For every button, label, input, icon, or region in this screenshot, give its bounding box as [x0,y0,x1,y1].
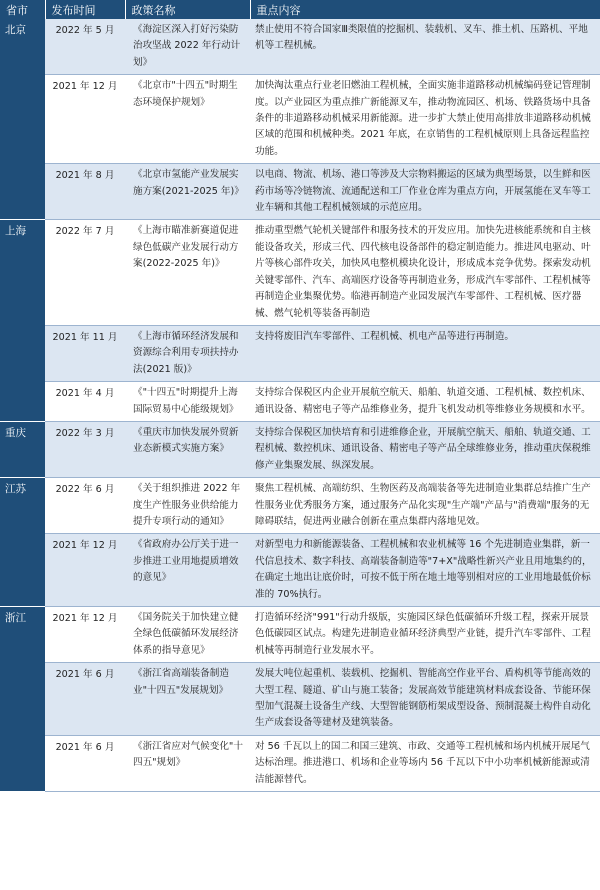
policy-name-cell: 《关于组织推进 2022 年度生产性服务业供给能力提升专项行动的通知》 [125,478,250,534]
policy-name-cell: 《省政府办公厅关于进一步推进工业用地提质增效的意见》 [125,534,250,607]
content-cell: 以电商、物流、机场、港口等涉及大宗物料搬运的区域为典型场景，以生鲜和医药市场等冷链物流、流通配送和工厂作业仓库为重点方向，开展氢能在叉车等工业车辆和其他工程机械领域的示范应用。 [250,164,600,220]
date-cell: 2021 年 4 月 [45,382,125,422]
date-cell: 2021 年 6 月 [45,663,125,736]
date-cell: 2021 年 12 月 [45,607,125,663]
policy-name-cell: 《上海市瞄准新赛道促进绿色低碳产业发展行动方案(2022-2025 年)》 [125,220,250,325]
column-header-content: 重点内容 [250,0,600,19]
content-cell: 打造循环经济"991"行动升级版，实施园区绿色低碳循环升级工程，探索开展景色低碳园区试点。构建先进制造业循环经济典型产业链，提升汽车零部件、工程机械等再制造行业发展水平。 [250,607,600,663]
content-cell: 发展大吨位起重机、装载机、挖掘机、智能高空作业平台、盾构机等节能高效的大型工程、隧道、矿山与施工装备；发展高效节能建筑材料成套设备、节能环保型加气混凝土设备生产线、大型智能钢筋桁架成型设备、预制混凝土构件自动化生产成套设备等建材及建筑装备。 [250,663,600,736]
table-row [0,478,600,534]
table-row [0,164,600,220]
date-cell: 2021 年 12 月 [45,534,125,607]
policy-name-cell: 《北京市"十四五"时期生态环境保护规划》 [125,75,250,164]
column-header-date: 发布时间 [45,0,125,19]
policy-name-cell: 《浙江省高端装备制造业"十四五"发展规划》 [125,663,250,736]
column-header-province: 省市 [0,0,45,19]
table-row [0,663,600,736]
policy-name-cell: 《重庆市加快发展外贸新业态新模式实施方案》 [125,421,250,477]
content-cell: 加快淘汰重点行业老旧燃油工程机械，全面实施非道路移动机械编码登记管理制度。以产业园区为重点推广新能源叉车，推动物流园区、机场、铁路货场中具备条件的非道路移动机械采用新能源。进一步扩大禁止使用高排放非道路移动机械区域的范围和机械种类。2021 年底，在京销售的工程机械原则上具备远程监控功能。 [250,75,600,164]
date-cell: 2022 年 5 月 [45,19,125,75]
province-cell: 北京 [0,19,45,220]
date-cell: 2021 年 6 月 [45,735,125,791]
table-row [0,534,600,607]
content-cell: 支持综合保税区内企业开展航空航天、船舶、轨道交通、工程机械、数控机床、通讯设备、精密电子等产品维修业务，提升飞机发动机等维修业务规模和水平。 [250,382,600,422]
content-cell: 对 56 千瓦以上的国二和国三建筑、市政、交通等工程机械和场内机械开展尾气达标治理。推进港口、机场和企业等场内 56 千瓦以下中小功率机械新能源或清洁能源替代。 [250,735,600,791]
table-row [0,735,600,791]
table-row [0,325,600,381]
date-cell: 2022 年 3 月 [45,421,125,477]
province-cell: 江苏 [0,478,45,607]
date-cell: 2022 年 7 月 [45,220,125,325]
table-header-row [0,0,600,19]
province-cell: 上海 [0,220,45,421]
date-cell: 2022 年 6 月 [45,478,125,534]
policy-name-cell: 《国务院关于加快建立健全绿色低碳循环发展经济体系的指导意见》 [125,607,250,663]
policy-name-cell: 《浙江省应对气候变化"十四五"规划》 [125,735,250,791]
content-cell: 推动重型燃气轮机关键部件和服务技术的开发应用。加快先进核能系统和自主核能设备攻关，形成三代、四代核电设备部件的稳定制造能力。推进风电驱动、叶片等核心部件攻关，加快风电整机模块化设计，形成成本竞争优势。探索发动机关键零部件、汽车、高端医疗设备等再制造业务，形成汽车零部件、工程机械等再制造企业集聚优势。临港再制造产业园发展汽车零部件、工程机械、医疗器械、燃气轮机等装备再制造 [250,220,600,325]
date-cell: 2021 年 11 月 [45,325,125,381]
date-cell: 2021 年 12 月 [45,75,125,164]
table-row [0,382,600,422]
province-cell: 浙江 [0,607,45,792]
table-row [0,607,600,663]
column-header-policy: 政策名称 [125,0,250,19]
table-row [0,19,600,75]
province-cell: 重庆 [0,421,45,477]
table-row [0,421,600,477]
policy-name-cell: 《北京市氢能产业发展实施方案(2021-2025 年)》 [125,164,250,220]
date-cell: 2021 年 8 月 [45,164,125,220]
table-row [0,75,600,164]
content-cell: 禁止使用不符合国家Ⅲ类限值的挖掘机、装载机、叉车、推土机、压路机、平地机等工程机械。 [250,19,600,75]
content-cell: 对新型电力和新能源装备、工程机械和农业机械等 16 个先进制造业集群，新一代信息技术、数字科技、高端装备制造等"7+X"战略性新兴产业且用地集约的，在确定土地出让底价时，可按不低于所在地土地等别相对应的工业用地最低价标准的 70%执行。 [250,534,600,607]
content-cell: 支持将废旧汽车零部件、工程机械、机电产品等进行再制造。 [250,325,600,381]
content-cell: 支持综合保税区加快培育和引进维修企业，开展航空航天、船舶、轨道交通、工程机械、数控机床、通讯设备、精密电子等产品全球维修业务，推动重庆保税维修产业集聚发展、纵深发展。 [250,421,600,477]
policy-name-cell: 《海淀区深入打好污染防治攻坚战 2022 年行动计划》 [125,19,250,75]
content-cell: 聚焦工程机械、高端纺织、生物医药及高端装备等先进制造业集群总结推广生产性服务业优秀服务方案，通过服务产品化实现"生产端"产品与"消费端"服务的无障碍联结，促进两业融合创新在重点集群内落地见效。 [250,478,600,534]
policy-name-cell: 《"十四五"时期提升上海国际贸易中心能级规划》 [125,382,250,422]
policy-name-cell: 《上海市循环经济发展和资源综合利用专项扶持办法(2021 版)》 [125,325,250,381]
table-row [0,220,600,325]
